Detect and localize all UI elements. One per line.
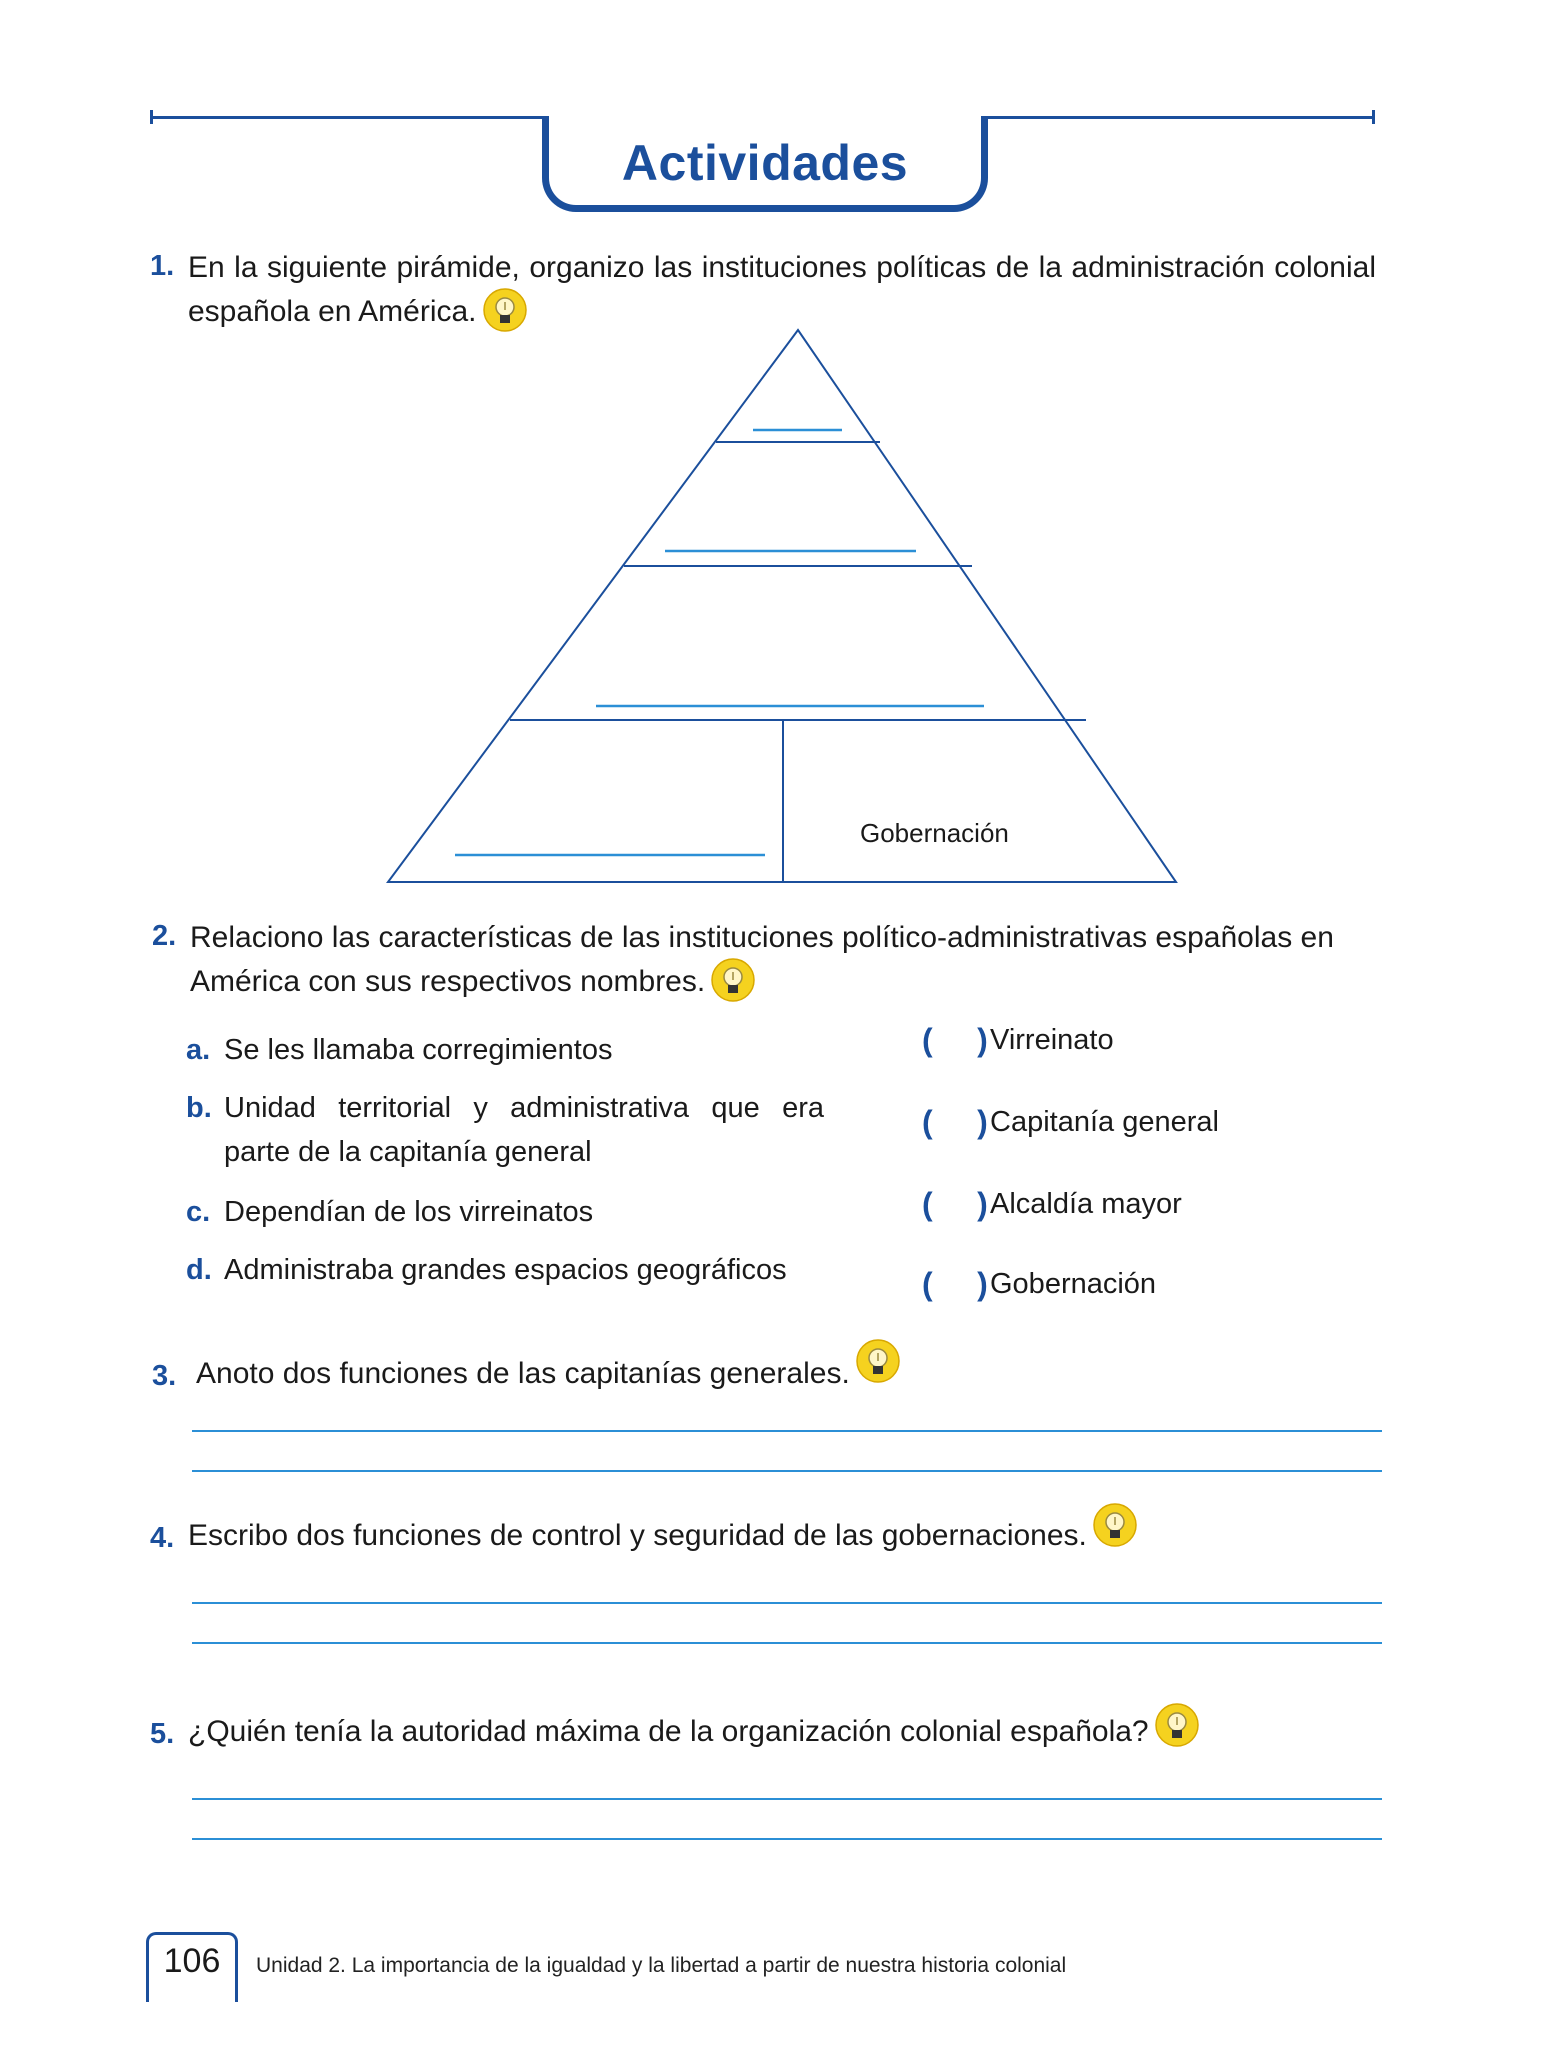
q2-text-content: Relaciono las características de las instituciones político-administrativas españolas en América con sus respectivos nombres. (190, 921, 1334, 998)
q1-text-content: En la siguiente pirámide, organizo las instituciones políticas de la administración colonial española en América. (188, 251, 1376, 328)
pyramid-label-gobernacion: Gobernación (860, 818, 1009, 848)
q3-text-content: Anoto dos funciones de las capitanías generales. (196, 1357, 850, 1390)
header-tick-right (1372, 110, 1375, 124)
q3-number: 3. (152, 1360, 177, 1392)
page-number: 106 (163, 1942, 221, 1980)
q2-item-a: Se les llamaba corregimientos (224, 1034, 613, 1066)
q5-number: 5. (150, 1718, 175, 1750)
q2-item-a-letter: a. (186, 1034, 211, 1066)
lightbulb-icon (711, 958, 755, 1002)
q3-answer-line-1[interactable] (192, 1430, 1382, 1432)
footer-unit-title: Unidad 2. La importancia de la igualdad y la libertad a partir de nuestra historia colonial (256, 1954, 1067, 1977)
q5-text-content: ¿Quién tenía la autoridad máxima de la organización colonial española? (188, 1715, 1149, 1748)
lightbulb-icon (856, 1339, 900, 1383)
header-rule-left (152, 116, 544, 119)
q5-text (188, 1710, 1368, 1755)
lightbulb-icon (1093, 1503, 1137, 1547)
q4-text (188, 1514, 1368, 1559)
q2-answer-blank-3[interactable]: ( ) (922, 1186, 988, 1222)
header-tick-left (150, 110, 153, 124)
q2-option-alcaldia-mayor: Alcaldía mayor (990, 1188, 1182, 1220)
q2-option-gobernacion: Gobernación (990, 1268, 1157, 1300)
q4-number: 4. (150, 1522, 175, 1554)
q2-item-b-letter: b. (186, 1092, 212, 1124)
q3-text (196, 1352, 1346, 1397)
q4-answer-line-1[interactable] (192, 1602, 1382, 1604)
header-rule-right (986, 116, 1374, 119)
q5-answer-line-1[interactable] (192, 1798, 1382, 1800)
q2-text (190, 916, 1390, 1005)
q5-answer-line-2[interactable] (192, 1838, 1382, 1840)
q2-number: 2. (152, 920, 177, 952)
q4-answer-line-2[interactable] (192, 1642, 1382, 1644)
q2-item-d-letter: d. (186, 1254, 212, 1286)
q1-number: 1. (150, 250, 175, 282)
q2-item-d: Administraba grandes espacios geográficos (224, 1254, 787, 1286)
q2-item-c: Dependían de los virreinatos (224, 1196, 594, 1228)
q2-item-b: Unidad territorial y administrativa que era parte de la capitanía general (224, 1092, 824, 1168)
q2-option-virreinato: Virreinato (990, 1024, 1114, 1056)
q2-answer-blank-1[interactable]: ( ) (922, 1022, 988, 1058)
q3-answer-line-2[interactable] (192, 1470, 1382, 1472)
q2-answer-blank-4[interactable]: ( ) (922, 1266, 988, 1302)
q2-answer-blank-2[interactable]: ( ) (922, 1104, 988, 1140)
lightbulb-icon (1155, 1703, 1199, 1747)
q2-option-capitania-general: Capitanía general (990, 1106, 1219, 1138)
q4-text-content: Escribo dos funciones de control y seguridad de las gobernaciones. (188, 1519, 1087, 1552)
q2-item-c-letter: c. (186, 1196, 211, 1228)
page-title: Actividades (621, 135, 909, 191)
pyramid-diagram (380, 320, 1190, 890)
